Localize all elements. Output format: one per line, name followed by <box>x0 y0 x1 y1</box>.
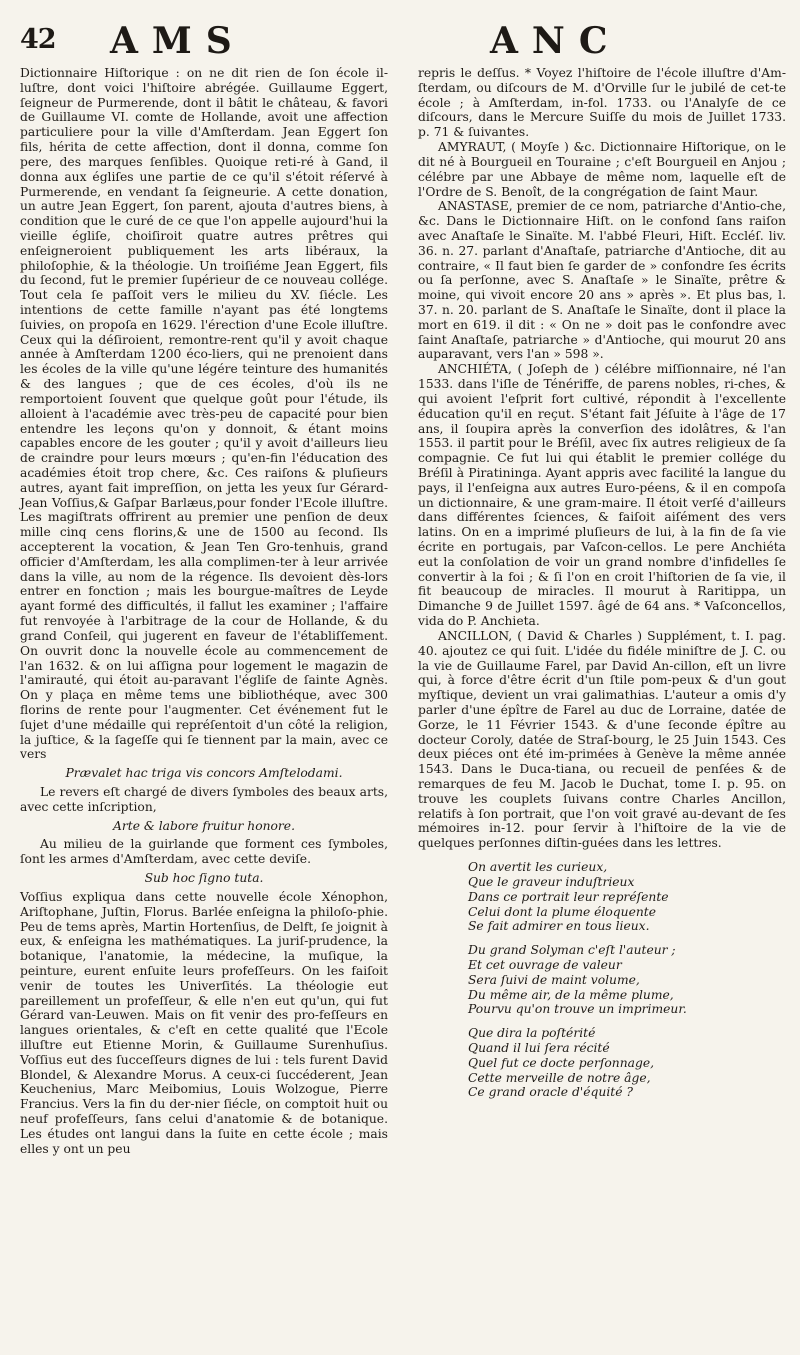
entry-anchieta: ANCHIÉTA, ( Joſeph de ) célébre miſſionnaire, né l'an 1533. dans l'iſle de Ténériffe, de parens nobles, ri-ches, & qui avoient l'eſprit fort cultivé, répondit à l'excellente éducation qu'il en reçut. S'étant fait Jéſuite à l'âge de 17 ans, il ſoupira après la converſion des idolâtres, & l'an 1553. il partit pour le Bréſil, avec ſix autres religieux de ſa compagnie. Ce fut lui qui établit le premier collége du Bréſil à Piratininga. Ayant appris avec facilité la langue du pays, il l'enſeigna aux autres Euro-péens, & il en compoſa un dictionnaire, & une gram-maire. Il étoit verſé d'ailleurs dans différentes ſciences, & faiſoit aiſément des vers latins. On en a imprimé pluſieurs de lui, à la fin de ſa vie écrite en portugais, par Vaſcon-cellos. Le pere Anchiéta eut la conſolation de voir un grand nombre d'infidelles ſe convertir à la foi ; & ſi l'on en croit l'hiſtorien de ſa vie, il fit beaucoup de miracles. Il mourut à Raritippa, un Dimanche 9 de Juillet 1597. âgé de 64 ans. * Vaſconcellos, vida do P. Anchieta. <box>418 362 786 629</box>
paragraph-professeurs: Voſſius expliqua dans cette nouvelle école Xénophon, Ariſtophane, Juſtin, Florus. Barlée enſeigna la philoſo-phie. Peu de tems après, Martin Hortenſius, de Delft, ſe joignit à eux, & enſeigna les mathématiques. La juriſ-prudence, la botanique, l'anatomie, la médecine, la muſique, la peinture, eurent enſuite leurs profeſſeurs. On les faiſoit venir de toutes les Univerſités. La théologie eut pareillement un profeſſeur, & elle n'en eut qu'un, qui fut Gérard van-Leuwen. Mais on fit venir des pro-feſſeurs en langues orientales, & c'eſt en cette qualité que l'Ecole illuſtre eut Etienne Morin, & Guillaume Surenhuſius. Voſſius eut des ſucceſſeurs dignes de lui : tels furent David Blondel, & Alexandre Morus. A ceux-ci ſuccéderent, Jean Keuchenius, Marc Meibomius, Louis Wolzogue, Pierre Francius. Vers la fin du der-nier ſiécle, on comptoit huit ou neuf profeſſeurs, ſans celui d'anatomie & de botanique. Les études ont langui dans la ſuite en cette école ; mais elles y ont un peu <box>20 889 388 1156</box>
running-header <box>20 18 780 66</box>
paragraph-guirlande: Au milieu de la guirlande que forment ces ſymboles, ſont les armes d'Amſterdam, avec cette deviſe. <box>20 837 388 867</box>
verse-line: Dans ce portrait leur repréſente <box>468 889 669 904</box>
verse-stanza-3 <box>418 1026 786 1100</box>
verse-line: Se fait admirer en tous lieux. <box>468 919 650 934</box>
entry-ancillon: ANCILLON, ( David & Charles ) Supplément, t. I. pag. 40. ajoutez ce qui ſuit. L'idée du fidéle miniſtre de J. C. ou la vie de Guillaume Farel, par David An-cillon, eſt un livre qui, à force d'être écrit d'un ſtile pom-peux & d'un gout myſtique, devient un vrai galimathias. L'auteur a omis d'y parler d'une épître de Farel au duc de Lorraine, datée de Gorze, le 11 Février 1543. & d'une ſeconde épître au docteur Coroly, datée de Straſ-bourg, le 25 Juin 1543. Ces deux piéces ont été im-primées à Genève la même année 1543. Dans le Duca-tiana, ou recueil de penſées & de remarques de feu M. Jacob le Duchat, tome I. p. 95. on trouve les couplets ſuivans contre Charles Ancillon, relatifs à ſon portrait, que l'on voit gravé au-devant de ſes mémoires in-12. pour ſervir à l'hiſtoire de la vie de quelques perſonnes diſtin-guées dans les lettres. <box>418 628 786 851</box>
verse-line: Pourvu qu'on trouve un imprimeur. <box>468 1002 687 1017</box>
verse-line: Quel fut ce docte perſonnage, <box>468 1055 655 1070</box>
paragraph-continuation: repris le deſſus. * Voyez l'hiſtoire de l'école illuſtre d'Am-ſterdam, ou diſcours de M. d'Orville ſur le jubilé de cet-te école ; à Amſterdam, in-fol. 1733. ou l'Analyſe de ce diſcours, dans le Mercure Suiſſe du mois de Juillet 1733. p. 71 & ſuivantes. <box>418 66 786 140</box>
paragraph-revers: Le revers eſt chargé de divers ſymboles des beaux arts, avec cette inſcription, <box>20 785 388 814</box>
paragraph-ecole-illustre: Dictionnaire Hiſtorique : on ne dit rien de ſon école il-luſtre, dont voici l'hiſtoire abrégée. Guillaume Eggert, ſeigneur de Purmerende, dont il bâtit le château, & favori de Guillaume VI. comte de Hollande, avoit une affection particuliere pour la ville d'Amſterdam. Jean Eggert ſon fils, hérita de cette affection, dont il donna, comme ſon pere, des marques ſenſibles. Quoique reti-ré à Gand, il donna aux égliſes une partie de ce qu'il s'étoit réſervé à Purmerende, en vendant ſa ſeigneurie. A cette donation, un autre Jean Eggert, ſon parent, ajouta d'autres biens, à condition que le curé de ce que l'on appelle aujourd'hui la vieille égliſe, choiſiroit quatre autres prêtres qui enſeigneroient publiquement les arts libéraux, la philoſophie, & la théologie. Un troiſiéme Jean Eggert, fils du ſecond, fut le premier ſupérieur de ce nouveau collége. Tout cela ſe paſſoit vers le milieu du XV. ſiécle. Les intentions de cette famille n'ayant pas été longtems ſuivies, on propoſa en 1629. l'érection d'une Ecole illuſtre. Ceux qui la déſiroient, remontre-rent qu'il y avoit chaque année à Amſterdam 1200 éco-liers, qui ne prenoient dans les écoles de la ville qu'une légére teinture des humanités & des langues ; que de ces écoles, d'où ils ne remportoient ſouvent que quelque goût pour l'étude, ils alloient à l'académie avec très-peu de capacité pour bien entendre les leçons qu'on y donnoit, & étant moins capables encore de les gouter ; qu'il y avoit d'ailleurs lieu de craindre pour leurs mœurs ; qu'en-fin l'éducation des académies étoit trop chere, &c. Ces raiſons & pluſieurs autres, ayant fait impreſſion, on jetta les yeux ſur Gérard-Jean Voſſius,& Gaſpar Barlæus,pour fonder l'Ecole illuſtre. Les magiſtrats offrirent au premier une penſion de deux mille cinq cens florins,& une de 1500 au ſecond. Ils accepterent la vocation, & Jean Ten Gro-tenhuis, grand officier d'Amſterdam, les alla complimen-ter à leur arrivée dans la ville, au nom de la régence. Ils devoient dès-lors entrer en fonction ; mais les bourgue-maîtres de Leyde ayant formé des difficultés, il fallut les examiner ; l'affaire fut renvoyée à l'arbitrage de la cour de Hollande, & du grand Conſeil, qui jugerent en faveur de l'établiſſement. On ouvrit donc la nouvelle école au commencement de l'an 1632. & on lui aſſigna pour logement le magazin de l'amirauté, qui étoit au-paravant l'égliſe de ſainte Agnès. On y plaça en même tems une bibliothéque, avec 300 florins de rente pour l'augmenter. Cet événement fut le ſujet d'une médaille qui repréſentoit d'un côté la religion, la juſtice, & la ſageſſe qui ſe tiennent par la main, avec ce vers <box>20 66 388 762</box>
right-column <box>418 66 786 1109</box>
page-number: 42 <box>20 24 56 55</box>
verse-line: Du grand Solyman c'eſt l'auteur ; <box>468 943 676 958</box>
verse-line: On avertit les curieux, <box>468 860 608 875</box>
verse-line: Sera ſuivi de maint volume, <box>468 972 640 987</box>
verse-line: Que le graveur induſtrieux <box>468 874 635 889</box>
verse-stanza-2 <box>418 943 786 1017</box>
inscription: Arte & labore fruitur honore. <box>113 818 295 833</box>
verse-line: Cette merveille de notre âge, <box>468 1070 651 1085</box>
entry-anastase: ANASTASE, premier de ce nom, patriarche d'Antio-che, &c. Dans le Dictionnaire Hiſt. on le confond ſans raiſon avec Anaſtaſe le Sinaïte. M. l'abbé Fleuri, Hiſt. Eccléſ. liv. 36. n. 27. parlant d'Anaſtaſe, patriarche d'Antioche, dit au contraire, « Il faut bien ſe garder de » confondre ſes écrits ou ſa perſonne, avec S. Anaſtaſe » le Sinaïte, prêtre & moine, qui vivoit encore 20 ans » après ». Et plus bas, l. 37. n. 20. parlant de S. Anaſtaſe le Sinaïte, dont il place la mort en 619. il dit : « On ne » doit pas le confondre avec ſaint Anaſtaſe, patriarche » d'Antioche, qui mourut 20 ans auparavant, vers l'an » 598 ». <box>418 199 786 362</box>
devise: Sub hoc ſigno tuta. <box>144 871 264 886</box>
header-right-word: ANC <box>490 20 622 62</box>
verse-line: Ce grand oracle d'équité ? <box>468 1085 633 1100</box>
verse-line: Que dira la poſtérité <box>468 1026 596 1041</box>
left-column <box>20 66 388 1157</box>
latin-verse: Prævalet hac triga vis concors Amſtelodami. <box>65 766 343 781</box>
verse-line: Et cet ouvrage de valeur <box>468 957 622 972</box>
entry-amyraut: AMYRAUT, ( Moyſe ) &c. Dictionnaire Hiſtorique, on le dit né à Bourgueil en Touraine ; c'eſt Bourgueil en Anjou ; célébre par une Abbaye de même nom, laquelle eſt de l'Ordre de S. Benoît, de la congrégation de ſaint Maur. <box>418 140 786 199</box>
verse-stanza-1 <box>418 860 786 934</box>
verse-line: Quand il lui ſera récité <box>468 1041 610 1055</box>
header-left-word: AMS <box>110 20 246 62</box>
verse-line: Du même air, de la même plume, <box>468 987 674 1002</box>
verse-line: Celui dont la plume éloquente <box>468 904 656 919</box>
